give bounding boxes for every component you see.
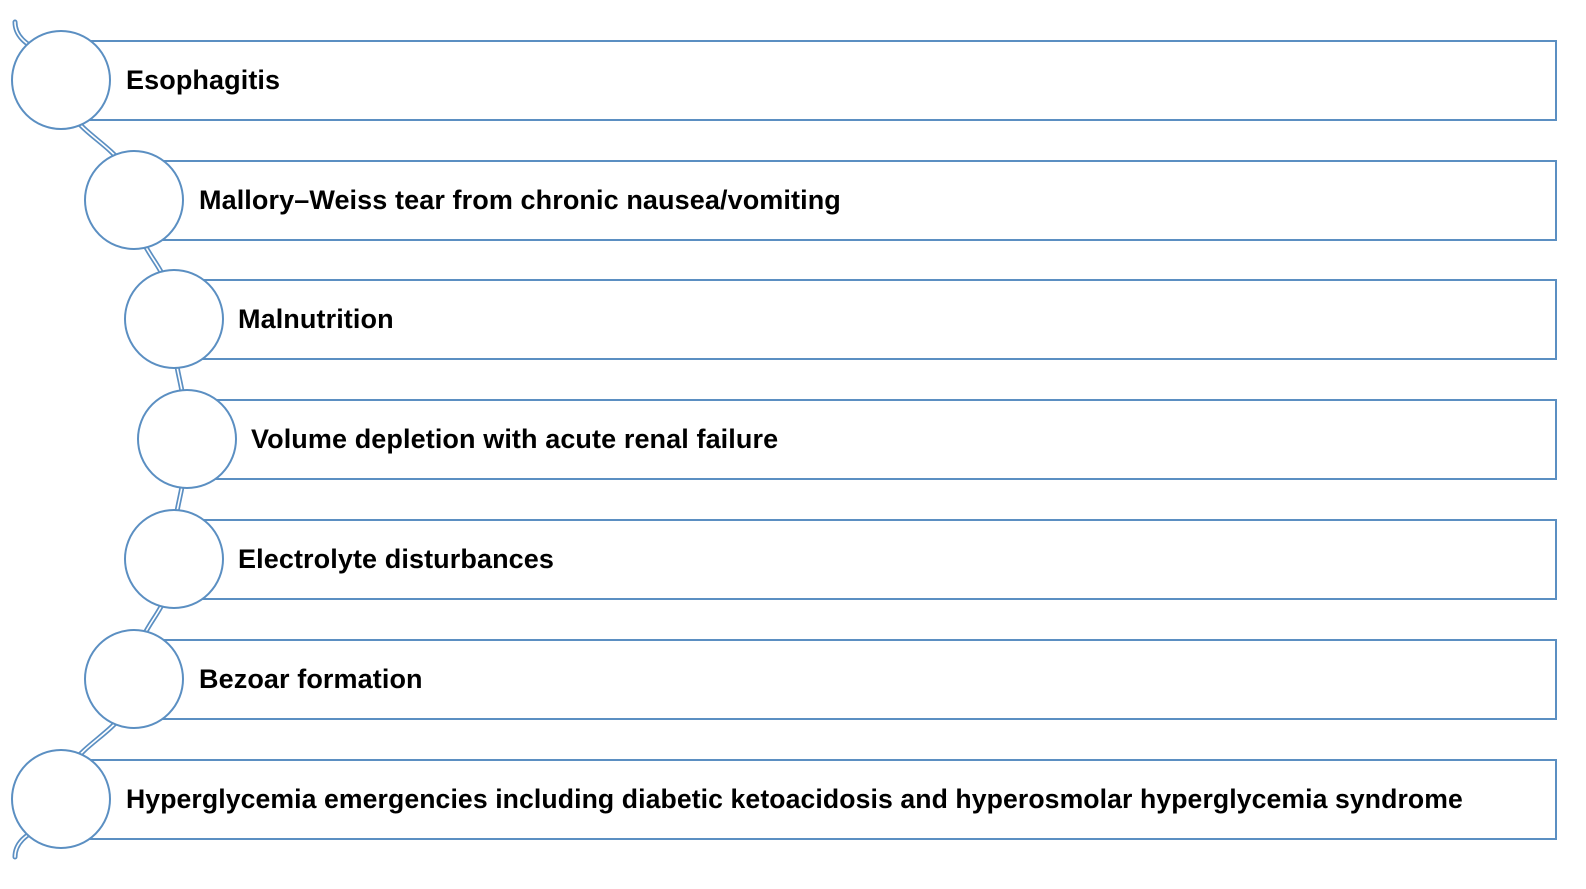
list-item-box-3 — [173, 279, 1557, 360]
list-item-label-7: Hyperglycemia emergencies including diabetic ketoacidosis and hyperosmolar hyperglycemia syndrome — [126, 784, 1463, 814]
list-item-label-2: Mallory–Weiss tear from chronic nausea/vomiting — [199, 185, 841, 215]
list-item-label-3: Malnutrition — [238, 304, 394, 334]
list-item-box-4 — [186, 399, 1557, 480]
list-item-box-1 — [60, 40, 1557, 121]
list-item-circle-1 — [11, 30, 111, 130]
list-item-circle-4 — [137, 389, 237, 489]
list-item-box-5 — [173, 519, 1557, 600]
list-item-box-2 — [133, 160, 1557, 241]
list-item-label-4: Volume depletion with acute renal failure — [251, 424, 779, 454]
list-item-label-1: Esophagitis — [126, 65, 281, 95]
list-item-circle-2 — [84, 150, 184, 250]
list-item-circle-3 — [124, 269, 224, 369]
list-item-label-5: Electrolyte disturbances — [238, 544, 555, 574]
list-item-circle-5 — [124, 509, 224, 609]
list-item-box-7 — [60, 759, 1557, 840]
list-item-circle-7 — [11, 749, 111, 849]
list-item-box-6 — [133, 639, 1557, 720]
list-item-label-6: Bezoar formation — [199, 664, 423, 694]
list-item-circle-6 — [84, 629, 184, 729]
